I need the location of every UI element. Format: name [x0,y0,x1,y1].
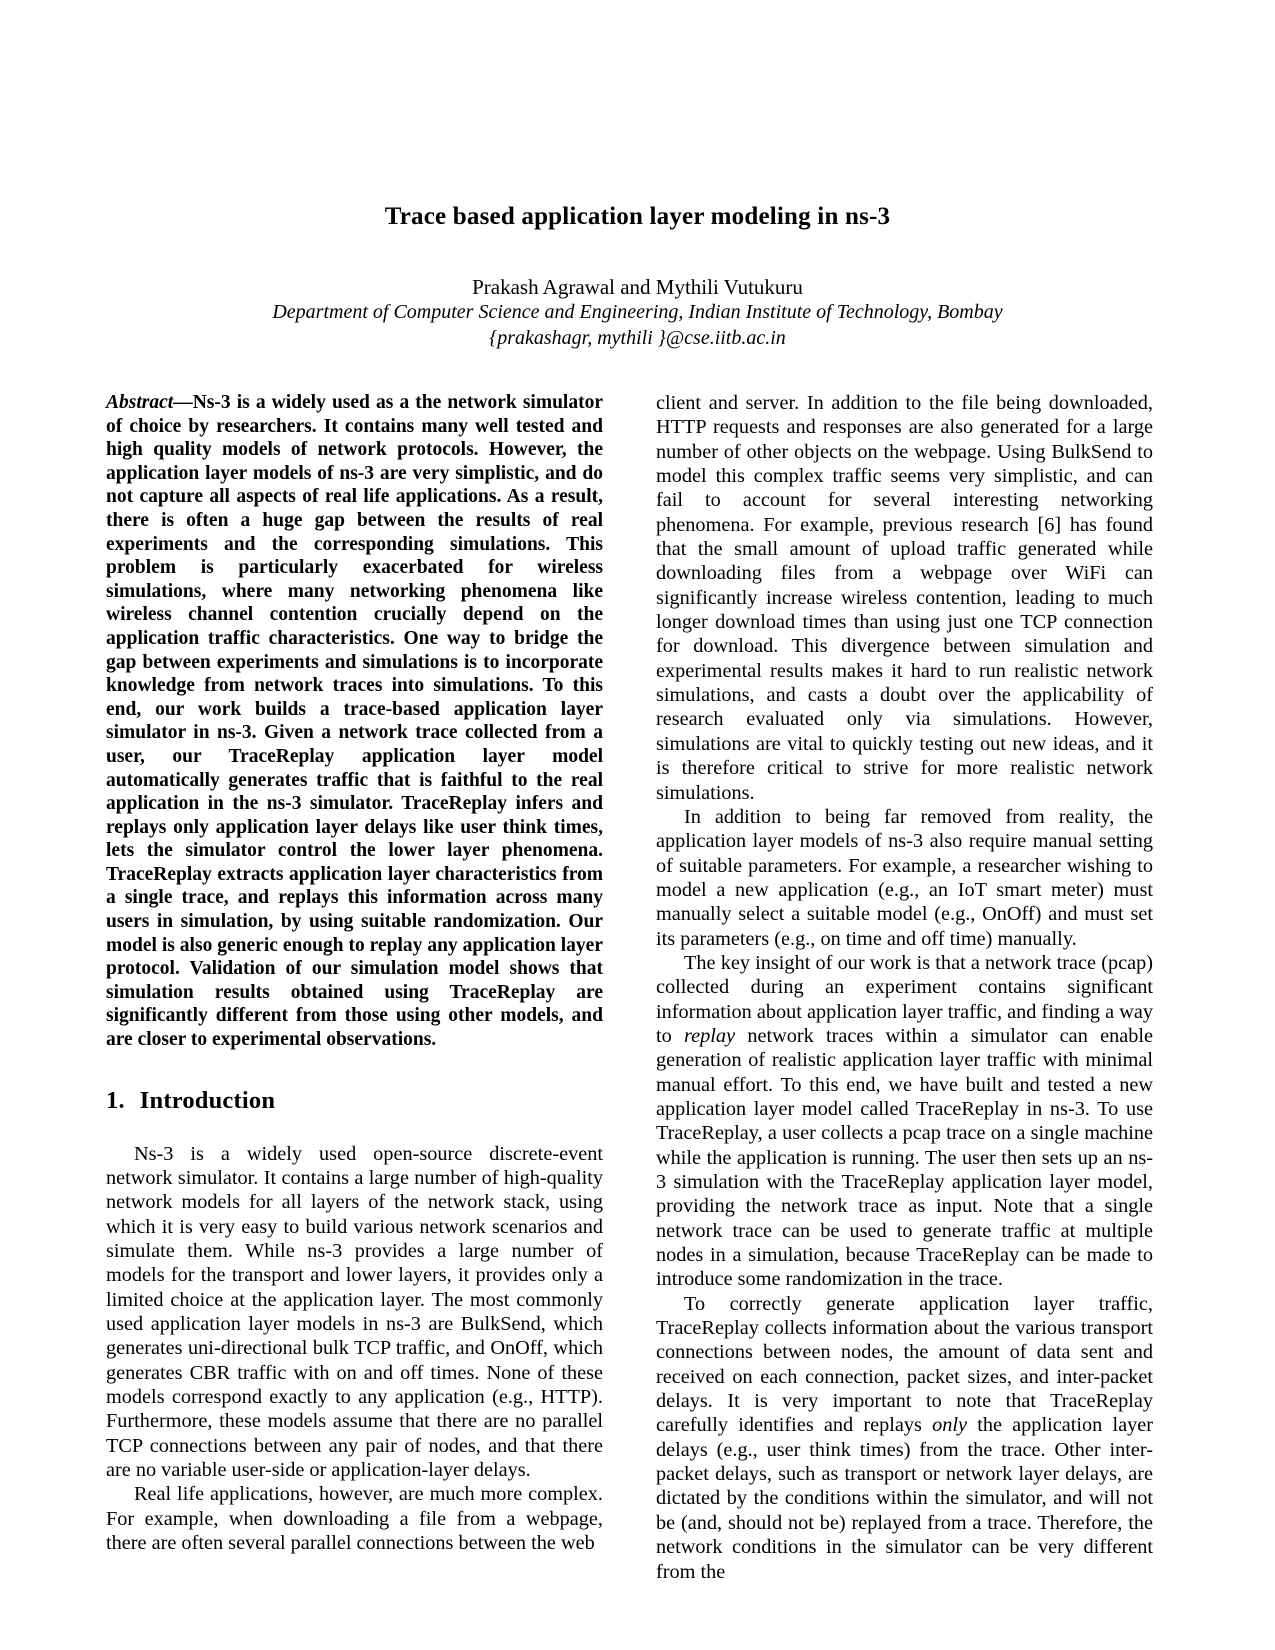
abstract-dash: — [173,392,193,413]
left-column [106,391,603,1555]
paragraph-5-emphasis: only [932,1414,968,1437]
intro-paragraph-4 [656,951,1153,1292]
paragraph-4-emphasis: replay [684,1024,736,1047]
abstract-body: Ns-3 is a widely used as a the network simulator of choice by researchers. It contains many well tested and high quality models of network protocols. However, the application layer models of ns-3 are very simplistic, and do not capture all aspects of real life applications. As a result, there is often a huge gap between the results of real experiments and the corresponding simulations. This problem is particularly exacerbated for wireless simulations, where many networking phenomena like wireless channel contention crucially depend on the application traffic characteristics. One way to bridge the gap between experiments and simulations is to incorporate knowledge from network traces into simulations. To this end, our work builds a trace-based application layer simulator in ns-3. Given a network trace collected from a user, our TraceReplay application layer model automatically generates traffic that is faithful to the real application in the ns-3 simulator. TraceReplay infers and replays only application layer delays like user think times, lets the simulator control the lower layer phenomena. TraceReplay extracts application layer characteristics from a single trace, and replays this information across many users in simulation, by using suitable randomization. Our model is also generic enough to replay any application layer protocol. Validation of our simulation model shows that simulation results obtained using TraceReplay are significantly different from those using other models, and are closer to experimental observations. [106,392,603,1051]
email-line: {prakashagr, mythili }@cse.iitb.ac.in [489,327,786,349]
affiliation-line: Department of Computer Science and Engineering, Indian Institute of Technology, Bombay [272,301,1003,323]
paragraph-4-text-post: network traces within a simulator can enable generation of realistic application layer traffic with minimal manual effort. To this end, we have built and tested a new application layer model called TraceReplay in ns-3. To use TraceReplay, a user collects a pcap trace on a single machine while the application is running. The user then sets up an ns-3 simulation with the TraceReplay application layer model, providing the network trace as input. Note that a single network trace can be used to generate traffic at multiple nodes in a simulation, because TraceReplay can be made to introduce some randomization in the trace. [656,1024,1153,1291]
authors-line: Prakash Agrawal and Mythili Vutukuru [472,275,803,299]
intro-paragraph-2-continued: client and server. In addition to the file being downloaded, HTTP requests and responses are also generated for a large number of other objects on the webpage. Using BulkSend to model this complex traffic seems very simplistic, and can fail to account for several interesting networking phenomena. For example, previous research [6] has found that the small amount of upload traffic generated while downloading files from a webpage over WiFi can significantly increase wireless contention, leading to much longer download times than using just one TCP connection for download. This divergence between simulation and experimental results makes it hard to run realistic network simulations, and casts a doubt over the applicability of research evaluated only via simulations. However, simulations are vital to quickly testing out new ideas, and it is therefore critical to strive for more realistic network simulations. [656,392,1153,804]
paragraph-5-text-post: the application layer delays (e.g., user think times) from the trace. Other inter-packet delays, such as transport or network layer delays, are dictated by the conditions within the simulator, and will not be (and, should not be) replayed from a trace. Therefore, the network conditions in the simulator can be very different from the [656,1414,1153,1583]
paragraph-5-text-pre: To correctly generate application layer traffic, TraceReplay collects information about the various transport connections between nodes, the amount of data sent and received on each connection, packet sizes, and inter-packet delays. It is very important to note that TraceReplay carefully identifies and replays [656,1292,1153,1437]
intro-paragraph-3: In addition to being far removed from reality, the application layer models of ns-3 also require manual setting of suitable parameters. For example, a researcher wishing to model a new application (e.g., an IoT smart meter) must manually select a suitable model (e.g., OnOff) and must set its parameters (e.g., on time and off time) manually. [656,805,1153,950]
paragraph-4-text-pre: The key insight of our work is that a network trace (pcap) collected during an experiment contains significant information about application layer traffic, and finding a way to [656,951,1153,1047]
abstract-paragraph [106,391,603,1052]
section-number: 1. [106,1086,125,1114]
intro-paragraph-5 [656,1292,1153,1584]
abstract-label: Abstract [106,392,174,413]
section-heading-introduction [106,1087,603,1115]
intro-paragraph-2-start: Real life applications, however, are much more complex. For example, when downloading a file from a webpage, there are often several parallel connections between the web [106,1483,603,1555]
paper-title: Trace based application layer modeling in ns-3 [384,202,891,230]
section-title: Introduction [139,1086,276,1114]
intro-paragraph-1: Ns-3 is a widely used open-source discrete-event network simulator. It contains a large number of high-quality network models for all layers of the network stack, using which it is very easy to build various network scenarios and simulate them. While ns-3 provides a large number of models for the transport and lower layers, it provides only a limited choice at the application layer. The most commonly used application layer models in ns-3 are BulkSend, which generates uni-directional bulk TCP traffic, and OnOff, which generates CBR traffic with on and off times. None of these models correspond exactly to any application (e.g., HTTP). Furthermore, these models assume that there are no parallel TCP connections between any pair of nodes, and that there are no variable user-side or application-layer delays. [106,1142,603,1482]
right-column [656,391,1153,1584]
